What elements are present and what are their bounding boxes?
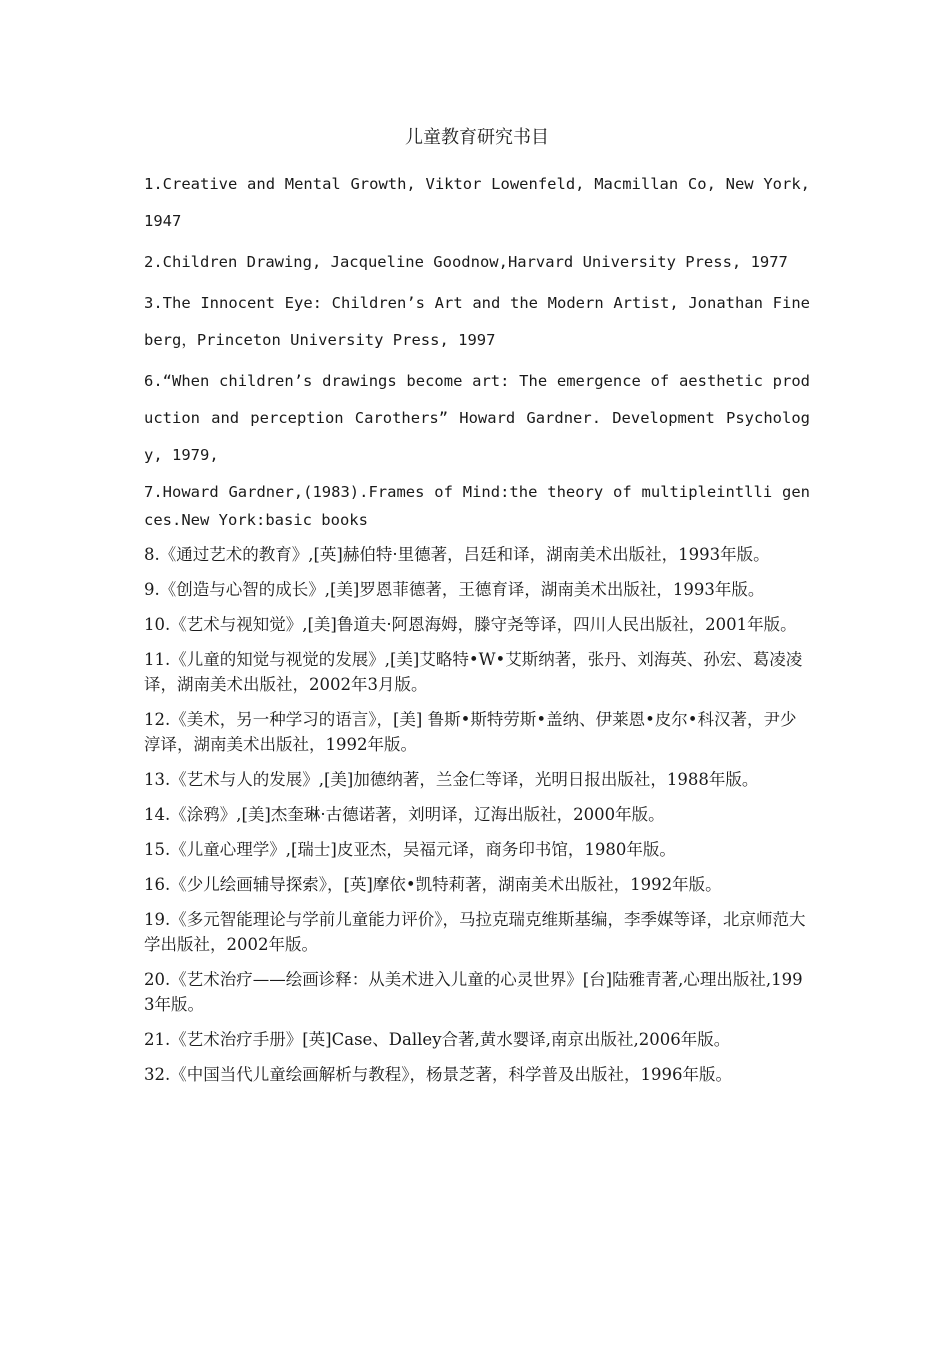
bibliography-entry: 15.《儿童心理学》,[瑞士]皮亚杰，吴福元译，商务印书馆，1980年版。 [144, 840, 676, 859]
bibliography-entry: 2.Children Drawing, Jacqueline Goodnow,Harvard University Press, 1977 [144, 253, 788, 271]
bibliography-entry: 11.《儿童的知觉与视觉的发展》,[美]艾略特•W•艾斯纳著，张丹、刘海英、孙宏、葛凌凌译，湖南美术出版社，2002年3月版。 [144, 650, 803, 694]
bibliography-entry: 7.Howard Gardner,(1983).Frames of Mind:the theory of multipleintlli gences.New York:basic books [144, 483, 810, 529]
document-page [144, 124, 810, 1097]
bibliography-entry: 12.《美术，另一种学习的语言》，[美] 鲁斯•斯特劳斯•盖纳、伊莱恩•皮尔•科汉著，尹少淳译，湖南美术出版社，1992年版。 [144, 710, 797, 754]
bibliography-entry: 8.《通过艺术的教育》,[英]赫伯特·里德著，吕廷和译，湖南美术出版社，1993年版。 [144, 545, 770, 564]
bibliography-entry: 1.Creative and Mental Growth, Viktor Lowenfeld, Macmillan Co, New York, 1947 [144, 175, 810, 230]
bibliography-entry: 16.《少儿绘画辅导探索》，[英]摩依•凯特莉著，湖南美术出版社，1992年版。 [144, 875, 722, 894]
bibliography-entry: 14.《涂鸦》,[美]杰奎琳·古德诺著，刘明译，辽海出版社，2000年版。 [144, 805, 665, 824]
bibliography-entry: 9.《创造与心智的成长》,[美]罗恩菲德著，王德育译，湖南美术出版社，1993年版。 [144, 580, 765, 599]
bibliography-entry: 6.“When children’s drawings become art: The emergence of aesthetic production and perception Carothers” Howard Gardner. Development Psychology, 1979, [144, 372, 810, 464]
bibliography-entry: 10.《艺术与视知觉》,[美]鲁道夫·阿恩海姆，滕守尧等译，四川人民出版社，2001年版。 [144, 615, 797, 634]
bibliography-entry: 3.The Innocent Eye: Children’s Art and the Modern Artist, Jonathan Fineberg，Princeton University Press, 1997 [144, 294, 810, 349]
bibliography-entry: 32.《中国当代儿童绘画解析与教程》，杨景芝著，科学普及出版社，1996年版。 [144, 1065, 732, 1084]
bibliography-entry: 13.《艺术与人的发展》,[美]加德纳著，兰金仁等译，光明日报出版社，1988年版。 [144, 770, 759, 789]
bibliography-entry: 19.《多元智能理论与学前儿童能力评价》，马拉克瑞克维斯基编，李季媒等译，北京师范大学出版社，2002年版。 [144, 910, 806, 954]
bibliography-entry: 21.《艺术治疗手册》[英]Case、Dalley合著,黄水婴译,南京出版社,2006年版。 [144, 1030, 731, 1049]
bibliography-entry: 20.《艺术治疗——绘画诊释：从美术进入儿童的心灵世界》[台]陆雅青著,心理出版社,1993年版。 [144, 970, 803, 1014]
document-title: 儿童教育研究书目 [405, 127, 549, 148]
